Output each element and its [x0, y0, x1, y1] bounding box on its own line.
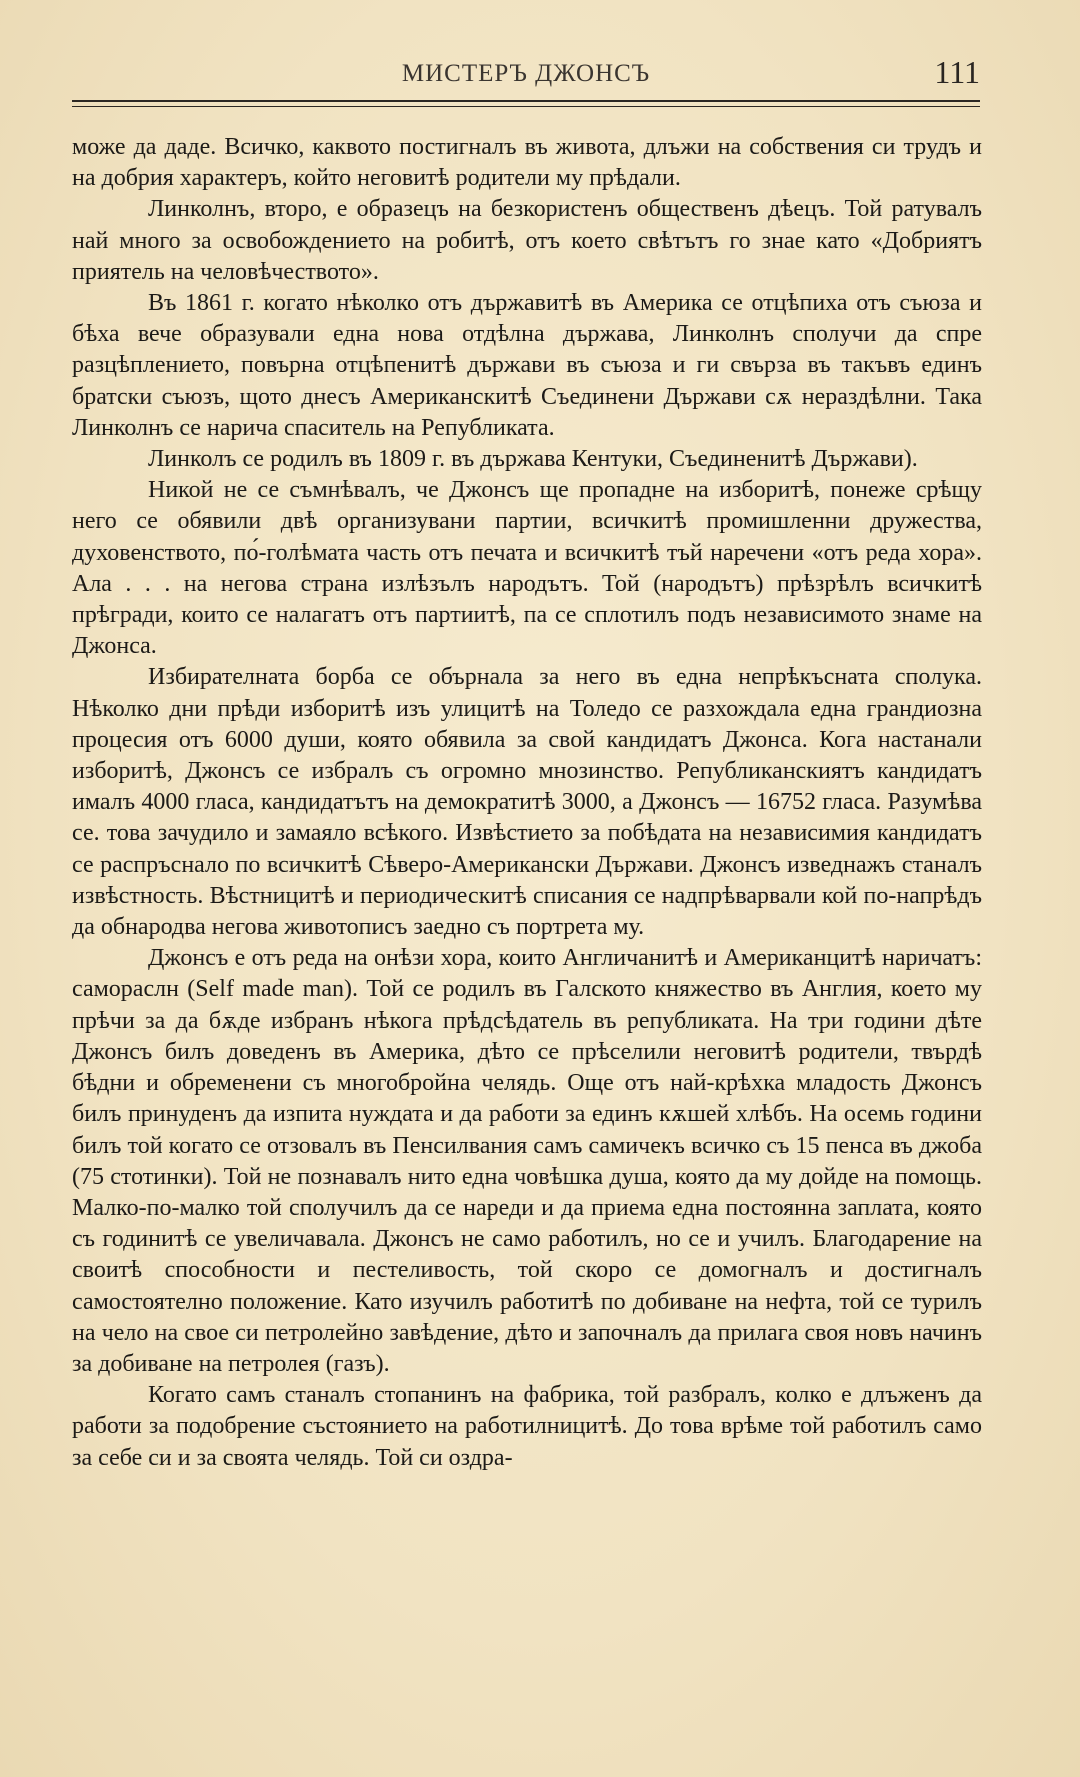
- paragraph: Джонсъ е отъ реда на онѣзи хора, които Англичанитѣ и Американцитѣ наричатъ: самораслн (Self made man). Той се родилъ въ Галското княжество въ Англия, което му прѣчи за да бѫде избранъ нѣкога прѣдсѣдатель въ републиката. На три години дѣте Джонсъ билъ доведенъ въ Америка, дѣто се прѣселили неговитѣ родители, твърдѣ бѣдни и обременени съ многобройна челядь. Още отъ най-крѣхка младость Джонсъ билъ принуденъ да изпита нуждата и да работи за единъ кѫшей хлѣбъ. На осемь години билъ той когато се отзовалъ въ Пенсилвания самъ самичекъ всичко съ 15 пенса въ джоба (75 стотинки). Той не познавалъ нито една човѣшка душа, която да му дойде на помощь. Малко-по-малко той сполучилъ да се нареди и да приема една постоянна заплата, която съ годинитѣ се увеличавала. Джонсъ не само работилъ, но се и училъ. Благодарение на своитѣ способности и пестеливость, той скоро се домогналъ и достигналъ самостоятелно положение. Като изучилъ работитѣ по добиване на нефта, той се турилъ на чело на свое си петролейно завѣдение, дѣто и започналъ да прилага своя новъ начинъ за добиване на петролея (газъ).: [72, 945, 982, 1377]
- paragraph: Линколнъ, второ, е образецъ на безкористенъ общественъ дѣецъ. Той ратувалъ най много за освобождението на робитѣ, отъ което свѣтътъ го знае като «Добриятъ приятель на человѣчеството».: [72, 196, 982, 285]
- paragraph: може да даде. Всичко, каквото постигналъ въ живота, длъжи на собствения си трудъ и на добрия характеръ, който неговитѣ родители му прѣдали.: [72, 134, 982, 192]
- paragraph: Въ 1861 г. когато нѣколко отъ държавитѣ въ Америка се отцѣпиха отъ съюза и бѣха вече образували една нова отдѣлна държава, Линколнъ сполучи да спре разцѣплението, повърна отцѣпенитѣ държави въ съюза и ги свърза въ такъвъ единъ братски съюзъ, щото днесъ Американскитѣ Съединени Държави сѫ нераздѣлни. Така Линколнъ се нарича спаситель на Републиката.: [72, 290, 982, 441]
- paragraph: Линколъ се родилъ въ 1809 г. въ държава Кентуки, Съединенитѣ Държави).: [148, 446, 918, 473]
- header-rule-thin: [72, 106, 980, 107]
- paragraph: Никой не се съмнѣвалъ, че Джонсъ ще пропадне на изборитѣ, понеже срѣщу него се обявили двѣ организувани партии, всичкитѣ промишленни дружества, духовенството, по́-голѣмата часть отъ печата и всичкитѣ тъй наречени «отъ реда хора». Ала . . . на негова страна излѣзълъ народътъ. Той (народътъ) прѣзрѣлъ всичкитѣ прѣгради, които се налагатъ отъ партиитѣ, па се сплотилъ подъ независимото знаме на Джонса.: [72, 477, 982, 660]
- paragraph: Когато самъ станалъ стопанинъ на фабрика, той разбралъ, колко е длъженъ да работи за подобрение състоянието на работилницитѣ. До това врѣме той работилъ само за себе си и за своята челядь. Той си оздра-: [72, 1382, 982, 1471]
- body-text: [72, 132, 982, 1474]
- page-number: 111: [934, 54, 980, 90]
- paragraph: Избирателната борба се обърнала за него въ една непрѣкъсната сполука. Нѣколко дни прѣди изборитѣ изъ улицитѣ на Толедо се разхождала една грандиозна процесия отъ 6000 души, която обявила за свой кандидатъ Джонса. Кога настанали изборитѣ, Джонсъ се избралъ съ огромно мнозинство. Републиканскиятъ кандидатъ ималъ 4000 гласа, кандидатътъ на демократитѣ 3000, а Джонсъ — 16752 гласа. Разумѣва се. това зачудило и замаяло всѣкого. Извѣстието за побѣдата на независимия кандидатъ се распръснало по всичкитѣ Сѣверо-Американски Държави. Джонсъ изведнажъ станалъ извѣстность. Вѣстницитѣ и периодическитѣ списания се надпрѣварвали кой по-напрѣдъ да обнародва негова животописъ заедно съ портрета му.: [72, 664, 982, 941]
- header-rule-thick: [72, 100, 980, 102]
- page-header: [72, 52, 980, 100]
- running-title: МИСТЕРЪ ДЖОНСЪ: [401, 60, 651, 87]
